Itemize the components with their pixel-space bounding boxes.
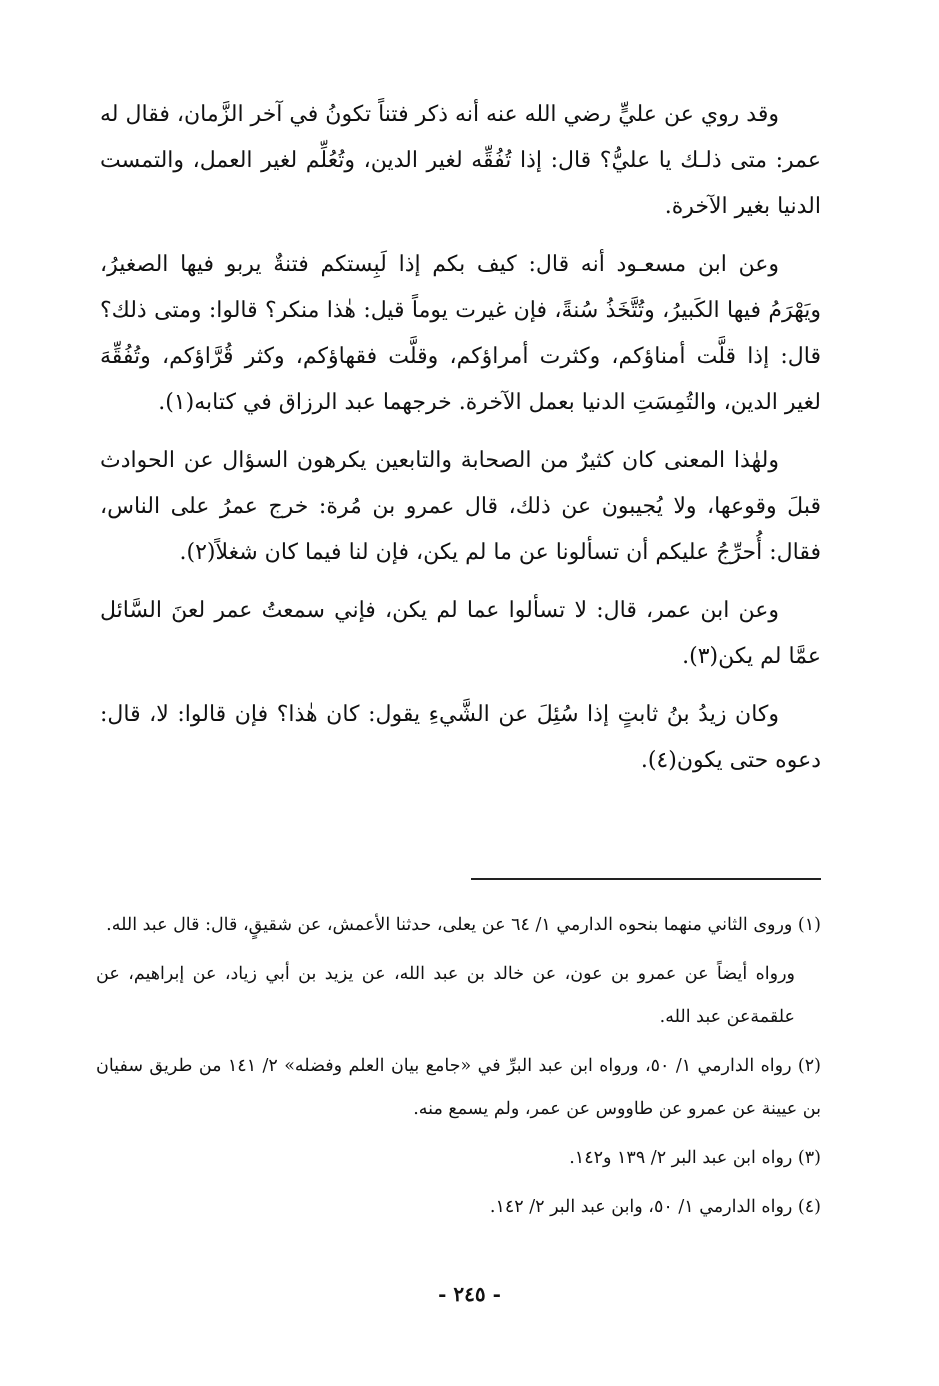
paragraph-ibn-umar: وعن ابن عمر، قال: لا تسألوا عما لم يكن، فإني سمعتُ عمر لعنَ السَّائل عمَّا لم يكن(٣). <box>100 598 821 669</box>
page-number: - ٢٤٥ - <box>438 1282 501 1306</box>
paragraph-ibn-masud: وعن ابن مسعـود أنه قال: كيف بكم إذا لَبِستكم فتنةٌ يربو فيها الصغيرُ، ويَهْرَمُ فيها الكَبيرُ، وتُتَّخَذُ سُنةً، فإن غيرت يوماً قيل: هٰذا منكر؟ قالوا: ومتى ذلك؟ قال: إذا قلَّت أمناؤكم، وكثرت أمراؤكم، وقلَّت فقهاؤكم، وكثر قُرَّاؤكم، وتُفُقِّهَ لغير الدين، والتُمِسَتِ الدنيا بعمل الآخرة. خرجهما عبد الرزاق في كتابه(١). <box>100 252 821 415</box>
footnote-1-continued: ورواه أيضاً عن عمرو بن عون، عن خالد بن عبد الله، عن يزيد بن أبي زياد، عن إبراهيم، عن علقمةعن عبد الله. <box>96 964 795 1027</box>
footnote-3: (٣) رواه ابن عبد البر ٢/ ١٣٩ و١٤٢. <box>569 1148 821 1168</box>
paragraph-sahaba-tabiin: ولهٰذا المعنى كان كثيرٌ من الصحابة والتابعين يكرهون السؤال عن الحوادث قبلَ وقوعها، ولا يُجيبون عن ذلك، قال عمرو بن مُرة: خرج عمرُ على الناس، فقال: أُحرِّجُ عليكم أن تسألونا عن ما لم يكن، فإن لنا فيما كان شغلاً(٢). <box>100 448 821 565</box>
footnote-1: (١) وروى الثاني منهما بنحوه الدارمي ١/ ٦٤ عن يعلى، حدثنا الأعمش، عن شقيقٍ، قال: قال عبد الله. <box>106 915 821 935</box>
paragraph-zayd-ibn-thabit: وكان زيدُ بنُ ثابتٍ إذا سُئِلَ عن الشَّيءِ يقول: كان هٰذا؟ فإن قالوا: لا، قال: دعوه حتى يكون(٤). <box>100 702 821 773</box>
footnotes <box>96 904 821 1235</box>
footnote-4: (٤) رواه الدارمي ١/ ٥٠، وابن عبد البر ٢/ ١٤٢. <box>489 1197 821 1217</box>
paragraph-ali-fitan: وقد روي عن عليٍّ رضي الله عنه أنه ذكر فتناً تكونُ في آخر الزَّمان، فقال له عمر: متى ذلـك يا عليُّ؟ قال: إذا تُفُقِّه لغير الدين، وتُعُلِّم لغير العمل، والتمست الدنيا بغير الآخرة. <box>100 102 821 219</box>
footnote-divider <box>471 878 821 880</box>
footnote-2: (٢) رواه الدارمي ١/ ٥٠، ورواه ابن عبد البرِّ في «جامع بيان العلم وفضله» ٢/ ١٤١ من طريق سفيان بن عيينة عن عمرو عن طاووس عن عمر، ولم يسمع منه. <box>96 1056 821 1119</box>
main-text <box>100 92 821 796</box>
